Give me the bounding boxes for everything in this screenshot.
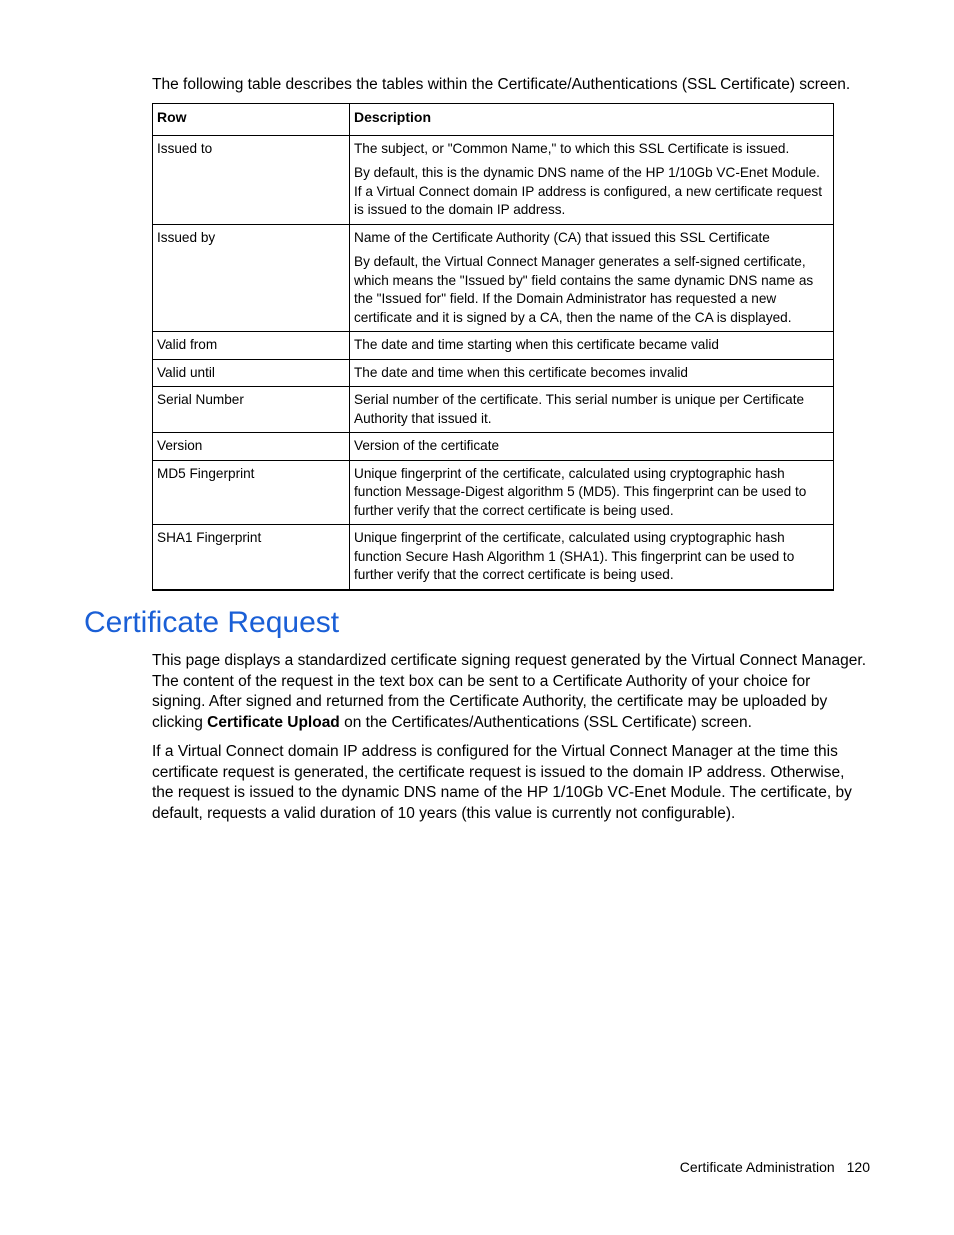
table-row <box>153 460 834 525</box>
table-row <box>153 332 834 360</box>
page-footer <box>680 1158 870 1176</box>
row-name-cell: MD5 Fingerprint <box>153 460 350 525</box>
description-cell <box>350 525 834 590</box>
row-name-cell: Valid until <box>153 359 350 387</box>
column-header-description: Description <box>350 104 834 136</box>
paragraph-text: on the Certificates/Authentications (SSL Certificate) screen. <box>339 713 752 731</box>
table-row <box>153 224 834 332</box>
description-text: Unique fingerprint of the certificate, calculated using cryptographic hash function Secure Hash Algorithm 1 (SHA1). This fingerprint can be used to further verify that the correct certificate is being used. <box>354 530 795 582</box>
row-name-cell: Issued by <box>153 224 350 332</box>
table-row <box>153 387 834 433</box>
description-cell <box>350 387 834 433</box>
footer-chapter-title: Certificate Administration <box>679 1159 835 1175</box>
paragraph-text: This page displays a standardized certificate signing request generated by the Virtual Connect Manager. The content of the request in the text box can be sent to a Certificate Authority of your choice for signing. After signed and returned from the Certificate Authority, the certificate may be uploaded by clicking <box>152 652 867 731</box>
description-text: Unique fingerprint of the certificate, calculated using cryptographic hash function Message-Digest algorithm 5 (MD5). This fingerprint can be used to further verify that the correct certificate is being used. <box>354 465 807 518</box>
table-row <box>153 135 834 224</box>
row-name-cell: Issued to <box>153 135 350 224</box>
row-name-cell: Serial Number <box>153 387 350 433</box>
page-number: 120 <box>846 1159 870 1175</box>
table-row <box>153 525 834 590</box>
table-row <box>153 359 834 387</box>
description-text: The date and time starting when this certificate became valid <box>354 337 719 352</box>
description-text: By default, the Virtual Connect Manager generates a self-signed certificate, which means the "Issued by" field contains the same dynamic DNS name as the "Issued for" field. If the Domain Administrator has requested a new certificate and it is signed by a CA, then the name of the CA is displayed. <box>354 254 814 325</box>
description-text: Name of the Certificate Authority (CA) that issued this SSL Certificate <box>354 229 770 245</box>
row-name-cell: Version <box>153 433 350 461</box>
section-paragraph-1 <box>152 651 867 733</box>
description-cell <box>350 224 834 332</box>
description-cell <box>350 460 834 525</box>
section-paragraph-2: If a Virtual Connect domain IP address is configured for the Virtual Connect Manager at the time this certificate request is generated, the certificate request is issued to the domain IP address. Otherwise, the request is issued to the dynamic DNS name of the HP 1/10Gb VC-Enet Module. The certificate, by default, requests a valid duration of 10 years (this value is currently not configurable). <box>152 743 852 822</box>
table-row <box>153 433 834 461</box>
table-header-row <box>153 104 834 136</box>
description-text: The subject, or "Common Name," to which this SSL Certificate is issued. <box>354 140 790 156</box>
certificate-upload-term: Certificate Upload <box>207 713 340 731</box>
row-name-cell: Valid from <box>153 332 350 360</box>
description-text: By default, this is the dynamic DNS name of the HP 1/10Gb VC-Enet Module. If a Virtual Connect domain IP address is configured, a new certificate request is issued to the domain IP address. <box>354 165 822 217</box>
description-text: The date and time when this certificate becomes invalid <box>354 364 688 380</box>
description-text: Version of the certificate <box>354 438 500 453</box>
description-cell <box>350 135 834 224</box>
intro-text: The following table describes the tables within the Certificate/Authentications (SSL Certificate) screen. <box>152 76 851 93</box>
column-header-row: Row <box>153 104 350 136</box>
description-cell <box>350 359 834 387</box>
row-name-cell: SHA1 Fingerprint <box>153 525 350 590</box>
section-heading: Certificate Request <box>84 606 340 639</box>
description-text: Serial number of the certificate. This serial number is unique per Certificate Authority that issued it. <box>354 392 805 426</box>
description-cell <box>350 433 834 461</box>
certificate-fields-table <box>152 103 834 591</box>
description-cell <box>350 332 834 360</box>
